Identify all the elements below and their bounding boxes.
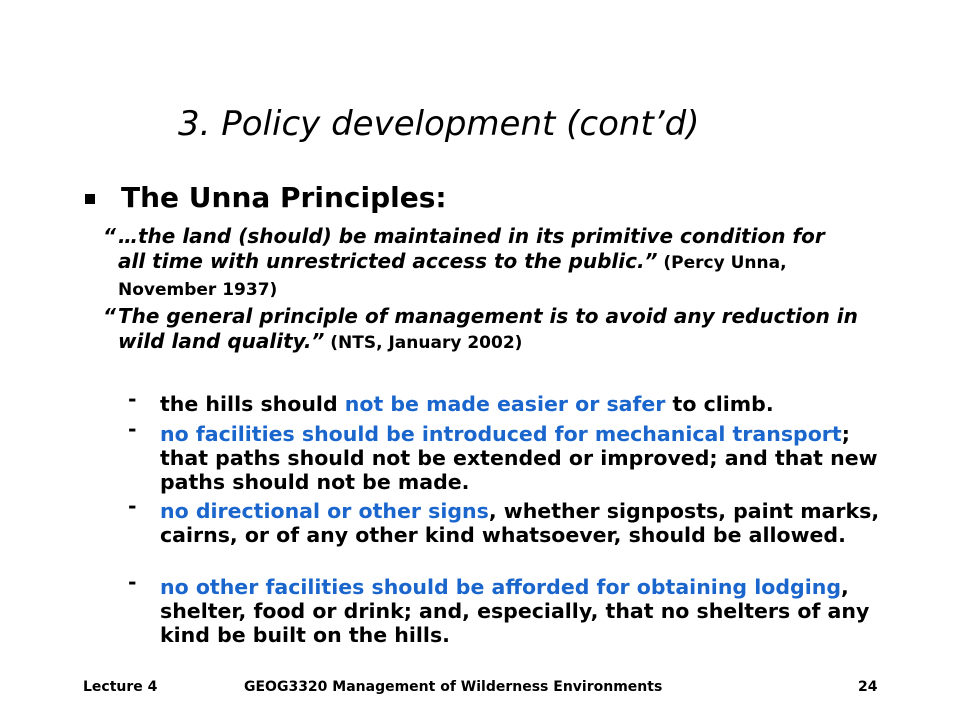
bullet-heading: The Unna Principles: (121, 181, 447, 214)
dash-icon: - (128, 387, 137, 411)
sub-item-highlight: no directional or other signs (160, 499, 489, 523)
sub-item-signs (128, 494, 888, 547)
sub-item-pre: the hills should (160, 392, 345, 416)
sub-item-text (160, 422, 888, 494)
quote-source: (NTS, January 2002) (324, 333, 523, 353)
sub-item-post: , shelter, food or drink; and, especially, that no shelters of any kind be built on the hills. (160, 575, 870, 647)
quote-open-mark: “ (103, 304, 116, 328)
dash-icon: - (128, 570, 137, 594)
slide-title: 3. Policy development (cont’d) (178, 104, 700, 144)
dash-icon: - (128, 494, 137, 518)
sub-item-easier-safer (128, 387, 888, 416)
dash-icon: - (128, 417, 137, 441)
footer-course: GEOG3320 Management of Wilderness Environments (244, 679, 663, 695)
quote-source: (Percy Unna, November 1937) (118, 253, 787, 300)
footer-lecture: Lecture 4 (83, 679, 158, 695)
quote-text: The general principle of management is to avoid any reduction in wild land quality.” (118, 304, 858, 353)
sub-item-mechanical-transport (128, 417, 888, 494)
quote-nts (103, 304, 858, 356)
sub-item-post: , whether signposts, paint marks, cairns, or of any other kind whatsoever, should be allowed. (160, 499, 880, 547)
sub-item-highlight: not be made easier or safer (344, 392, 666, 416)
sub-item-text (160, 392, 888, 416)
quote-open-mark: “ (103, 224, 116, 248)
sub-item-post: to climb. (665, 392, 774, 416)
quote-unna (103, 224, 858, 303)
bullet-unna-principles (85, 181, 447, 214)
sub-item-highlight: no facilities should be introduced for mechanical transport (160, 422, 842, 446)
sub-item-highlight: no other facilities should be afforded for obtaining lodging (160, 575, 841, 599)
sub-item-text (160, 499, 888, 547)
quote-text: …the land (should) be maintained in its primitive condition for all time with unrestricted access to the public.” (118, 224, 825, 273)
sub-item-post: ; that paths should not be extended or improved; and that new paths should not be made. (160, 422, 878, 494)
footer-page-number: 24 (858, 679, 878, 695)
square-bullet-icon (85, 194, 95, 204)
sub-item-lodging (128, 570, 888, 647)
sub-item-text (160, 575, 888, 647)
